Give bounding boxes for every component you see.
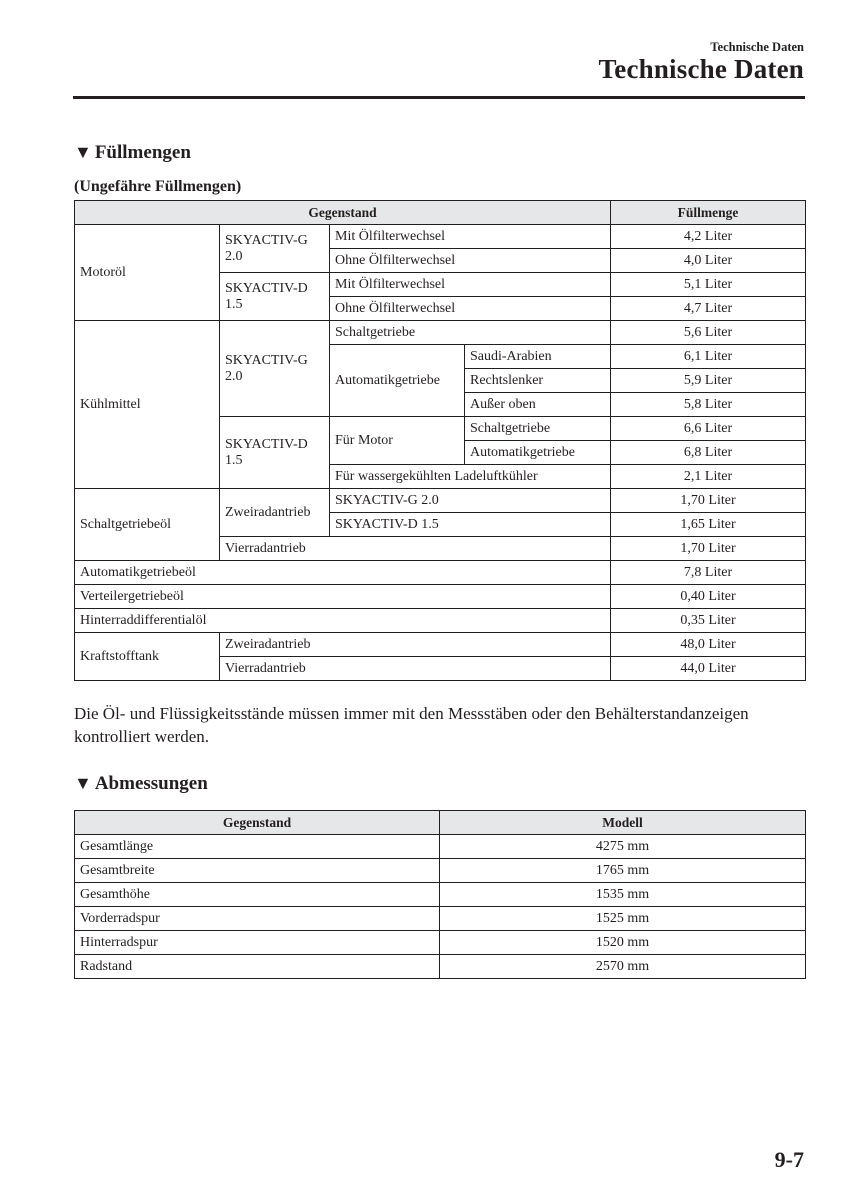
- table-row: [75, 955, 806, 979]
- drive-label: Vierradantrieb: [220, 657, 611, 681]
- drive-label: Zweiradantrieb: [220, 633, 611, 657]
- col-header-item: Gegenstand: [75, 811, 440, 835]
- amount-cell: 5,1 Liter: [611, 273, 806, 297]
- amount-cell: 2,1 Liter: [611, 465, 806, 489]
- col-header-amount: Füllmenge: [611, 201, 806, 225]
- dimensions-table: [74, 810, 806, 979]
- amount-cell: 4,7 Liter: [611, 297, 806, 321]
- section-title-abmessungen: ▼ Abmessungen: [74, 773, 208, 794]
- amount-cell: 1,65 Liter: [611, 513, 806, 537]
- table-row: [75, 931, 806, 955]
- sub-label: Ohne Ölfilterwechsel: [330, 249, 611, 273]
- row-label-verteilergetriebeoel: Verteilergetriebeöl: [75, 585, 611, 609]
- table-row: [75, 883, 806, 907]
- header-rule: [73, 96, 805, 99]
- amount-cell: 5,9 Liter: [611, 369, 806, 393]
- row-label-kraftstofftank: Kraftstofftank: [75, 633, 220, 681]
- engine-label: SKYACTIV-G 2.0: [220, 321, 330, 417]
- amount-cell: 6,1 Liter: [611, 345, 806, 369]
- sub-label: Ohne Ölfilterwechsel: [330, 297, 611, 321]
- table-row: [75, 835, 806, 859]
- triangle-down-icon: ▼: [74, 773, 92, 793]
- dimension-label: Radstand: [75, 955, 440, 979]
- sub-label: Automatikgetriebe: [465, 441, 611, 465]
- col-header-item: Gegenstand: [75, 201, 611, 225]
- amount-cell: 0,35 Liter: [611, 609, 806, 633]
- sub-label: SKYACTIV-D 1.5: [330, 513, 611, 537]
- engine-label: SKYACTIV-D 1.5: [220, 273, 330, 321]
- dimension-value: 2570 mm: [440, 955, 806, 979]
- section-title-fuellmengen: ▼ Füllmengen: [74, 142, 191, 163]
- amount-cell: 4,2 Liter: [611, 225, 806, 249]
- amount-cell: 6,6 Liter: [611, 417, 806, 441]
- dimension-label: Vorderradspur: [75, 907, 440, 931]
- dimension-value: 1525 mm: [440, 907, 806, 931]
- subtitle-fuellmengen: (Ungefähre Füllmengen): [74, 178, 242, 195]
- page-number: 9-7: [774, 1147, 804, 1172]
- sub-label: Mit Ölfilterwechsel: [330, 225, 611, 249]
- amount-cell: 44,0 Liter: [611, 657, 806, 681]
- amount-cell: 0,40 Liter: [611, 585, 806, 609]
- row-label-kuehlmittel: Kühlmittel: [75, 321, 220, 489]
- sub-label: Automatikgetriebe: [330, 345, 465, 417]
- sub-label: Saudi-Arabien: [465, 345, 611, 369]
- page-title: Technische Daten: [598, 54, 804, 84]
- sub-label: Mit Ölfilterwechsel: [330, 273, 611, 297]
- engine-label: SKYACTIV-D 1.5: [220, 417, 330, 489]
- dimension-label: Gesamtbreite: [75, 859, 440, 883]
- sub-label: Rechtslenker: [465, 369, 611, 393]
- sub-label: Außer oben: [465, 393, 611, 417]
- drive-label: Vierradantrieb: [220, 537, 611, 561]
- amount-cell: 4,0 Liter: [611, 249, 806, 273]
- dimension-label: Gesamthöhe: [75, 883, 440, 907]
- table-row: [75, 907, 806, 931]
- dimension-label: Hinterradspur: [75, 931, 440, 955]
- dimension-value: 4275 mm: [440, 835, 806, 859]
- fluid-level-note: Die Öl- und Flüssigkeitsstände müssen immer mit den Messstäben oder den Behälterstandanzeigen kontrolliert werden.: [74, 704, 749, 746]
- row-label-hinterraddifferentialoel: Hinterraddifferentialöl: [75, 609, 611, 633]
- dimension-value: 1535 mm: [440, 883, 806, 907]
- col-header-model: Modell: [440, 811, 806, 835]
- row-label-motoroel: Motoröl: [75, 225, 220, 321]
- row-label-automatikgetriebeoel: Automatikgetriebeöl: [75, 561, 611, 585]
- triangle-down-icon: ▼: [74, 142, 92, 162]
- dimension-label: Gesamtlänge: [75, 835, 440, 859]
- amount-cell: 6,8 Liter: [611, 441, 806, 465]
- drive-label: Zweiradantrieb: [220, 489, 330, 537]
- amount-cell: 7,8 Liter: [611, 561, 806, 585]
- table-row: [75, 859, 806, 883]
- sub-label: Für wassergekühlten Ladeluftkühler: [330, 465, 611, 489]
- dimension-value: 1520 mm: [440, 931, 806, 955]
- sub-label: Für Motor: [330, 417, 465, 465]
- amount-cell: 1,70 Liter: [611, 489, 806, 513]
- engine-label: SKYACTIV-G 2.0: [220, 225, 330, 273]
- amount-cell: 5,6 Liter: [611, 321, 806, 345]
- sub-label: Schaltgetriebe: [330, 321, 611, 345]
- sub-label: SKYACTIV-G 2.0: [330, 489, 611, 513]
- running-header: Technische Daten: [710, 40, 804, 54]
- amount-cell: 5,8 Liter: [611, 393, 806, 417]
- sub-label: Schaltgetriebe: [465, 417, 611, 441]
- amount-cell: 1,70 Liter: [611, 537, 806, 561]
- amount-cell: 48,0 Liter: [611, 633, 806, 657]
- fill-quantities-table: [74, 200, 806, 681]
- dimension-value: 1765 mm: [440, 859, 806, 883]
- row-label-schaltgetriebeoel: Schaltgetriebeöl: [75, 489, 220, 561]
